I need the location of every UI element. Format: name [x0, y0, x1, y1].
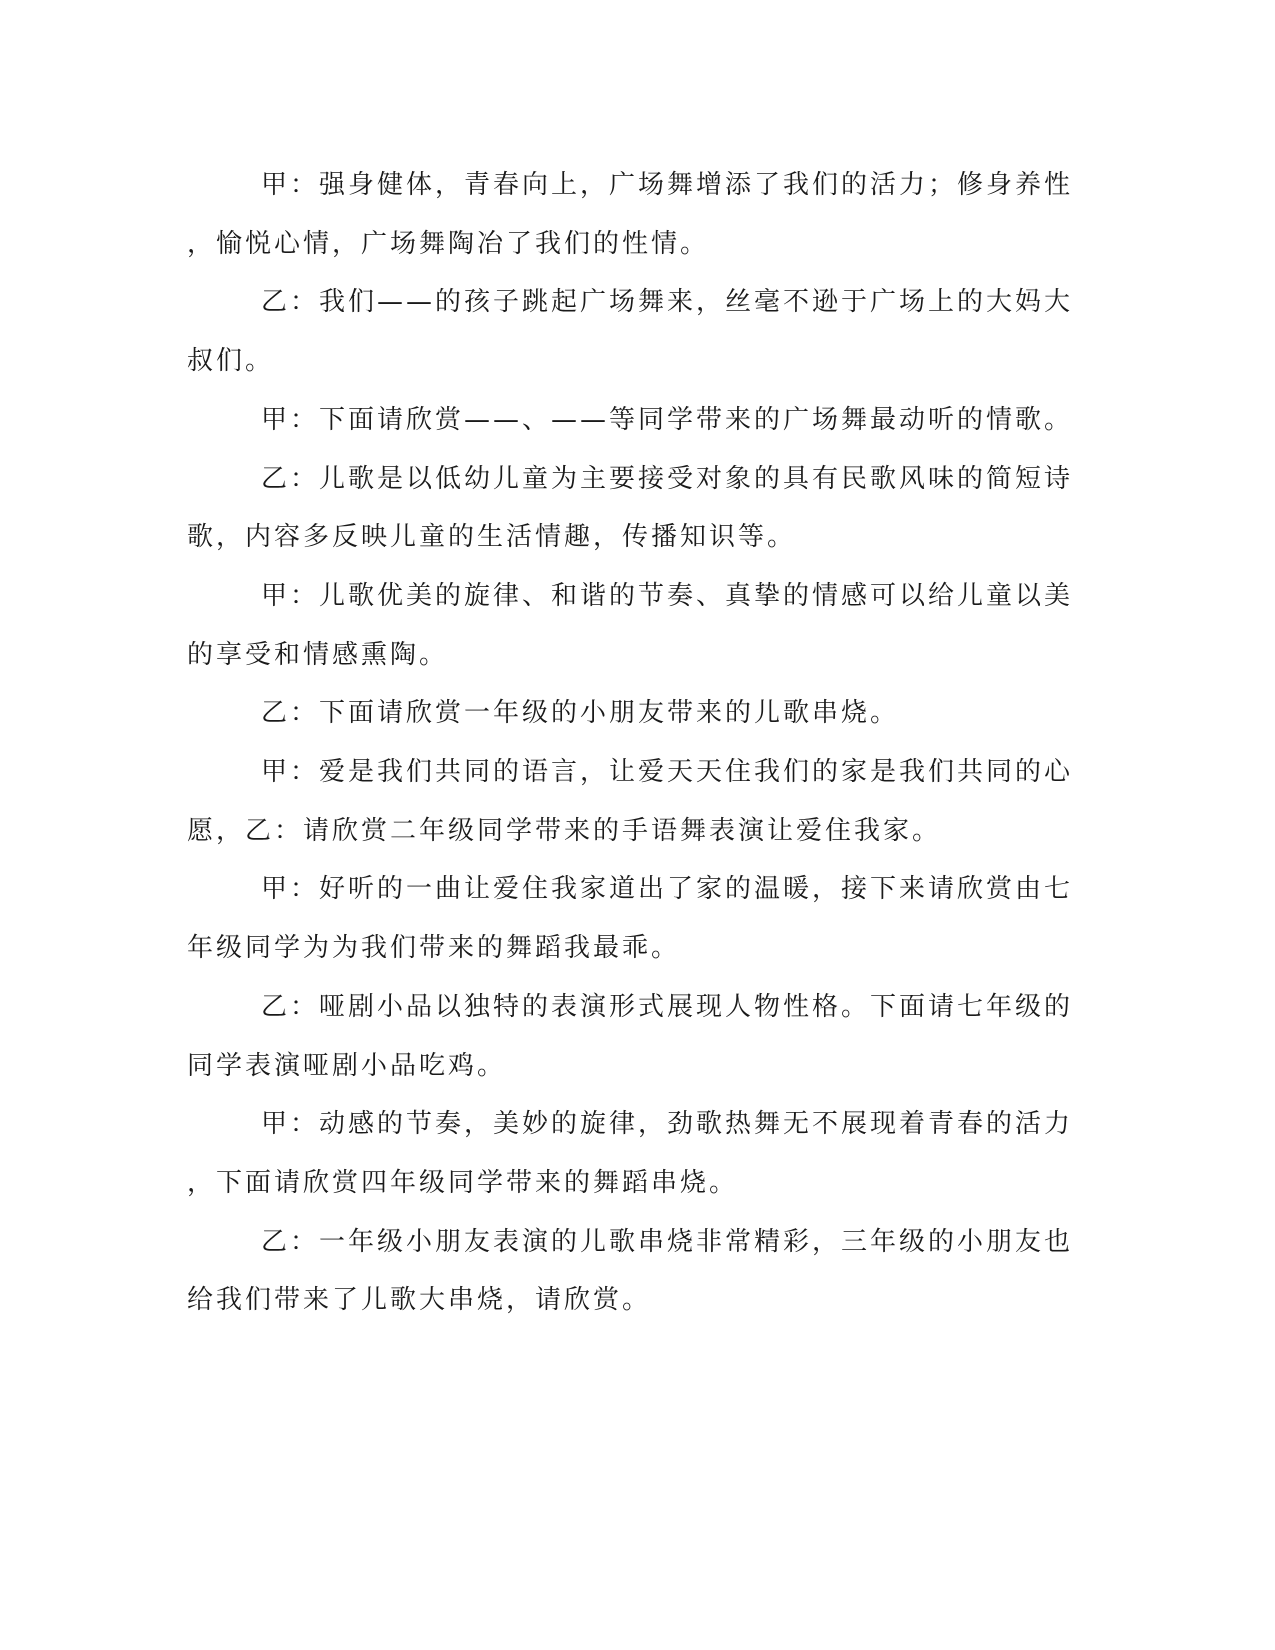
dialogue-line-continuation: 愿，乙：请欣赏二年级同学带来的手语舞表演让爱住我家。	[187, 815, 942, 846]
dialogue-line-start: 甲：爱是我们共同的语言，让爱天天住我们的家是我们共同的心	[261, 757, 1074, 787]
dialogue-line-continuation: 同学表演哑剧小品吃鸡。	[187, 1050, 507, 1081]
dialogue-line-continuation: ，愉悦心情，广场舞陶冶了我们的性情。	[187, 228, 710, 259]
dialogue-line-start: 甲：动感的节奏，美妙的旋律，劲歌热舞无不展现着青春的活力	[261, 1109, 1074, 1140]
dialogue-line-continuation: 歌，内容多反映儿童的生活情趣，传播知识等。	[187, 522, 797, 553]
dialogue-line-continuation: 叔们。	[187, 346, 275, 377]
dialogue-line-continuation: 年级同学为为我们带来的舞蹈我最乖。	[187, 933, 681, 964]
dialogue-line-start: 甲：下面请欣赏——、——等同学带来的广场舞最动听的情歌。	[261, 404, 1074, 435]
dialogue-line-start: 乙：我们——的孩子跳起广场舞来，丝毫不逊于广场上的大妈大	[261, 287, 1074, 318]
dialogue-line-start: 甲：强身健体，青春向上，广场舞增添了我们的活力；修身养性	[261, 170, 1074, 200]
dialogue-line-start: 乙：下面请欣赏一年级的小朋友带来的儿歌串烧。	[261, 698, 900, 729]
dialogue-line-start: 甲：儿歌优美的旋律、和谐的节奏、真挚的情感可以给儿童以美	[261, 580, 1074, 611]
dialogue-line-start: 乙：哑剧小品以独特的表演形式展现人物性格。下面请七年级的	[261, 991, 1074, 1022]
dialogue-line-continuation: 给我们带来了儿歌大串烧，请欣赏。	[187, 1285, 652, 1316]
dialogue-line-start: 乙：一年级小朋友表演的儿歌串烧非常精彩，三年级的小朋友也	[261, 1226, 1074, 1257]
dialogue-line-start: 乙：儿歌是以低幼儿童为主要接受对象的具有民歌风味的简短诗	[261, 463, 1074, 494]
dialogue-line-continuation: 的享受和情感熏陶。	[187, 639, 449, 670]
dialogue-line-start: 甲：好听的一曲让爱住我家道出了家的温暖，接下来请欣赏由七	[261, 874, 1074, 905]
dialogue-line-continuation: ，下面请欣赏四年级同学带来的舞蹈串烧。	[187, 1167, 739, 1198]
